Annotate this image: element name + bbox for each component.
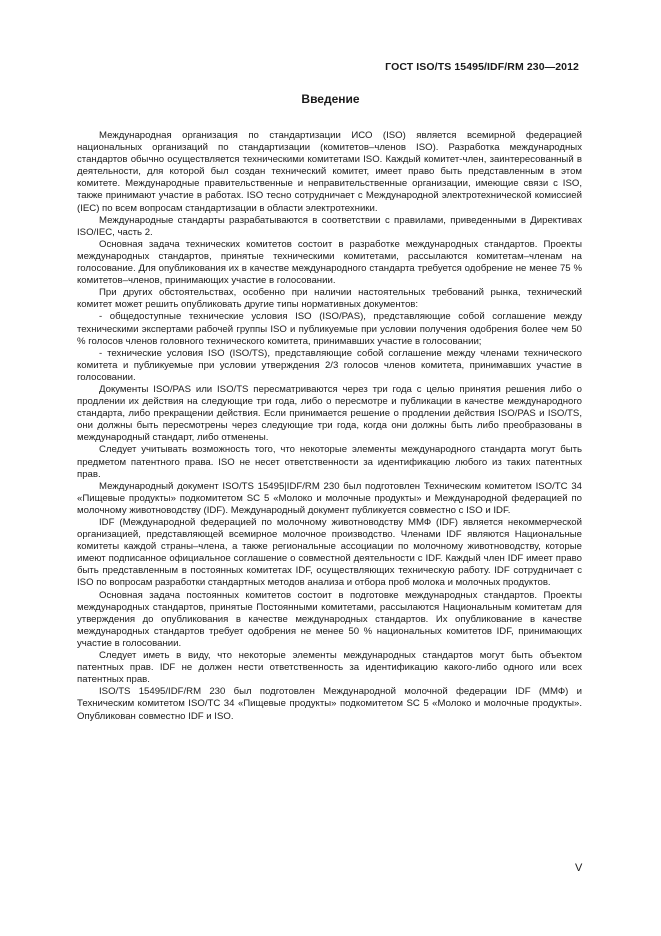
paragraph-directives: Международные стандарты разрабатываются в соответствии с правилами, приведенными в Директивах ISO/IEC, часть 2. xyxy=(77,214,582,238)
paragraph-iso-intro: Международная организация по стандартизации ИСО (ISO) является всемирной федерацией национальных организаций по стандартизации (комитетов–членов ISO). Разработка международных стандартов обычно осуществляется техническими комитетами ISO. Каждый комитет-член, заинтересованный в деятельности, для которой был создан технический комитет, имеет право быть представленным в этом комитете. Международные правительственные и неправительственные организации, имеющие связи с ISO, также принимают участие в работах. ISO тесно сотрудничает с Международной электротехнической комиссией (IEC) по всем вопросам стандартизации в области электротехники. xyxy=(77,130,582,214)
paragraph-other-docs: При других обстоятельствах, особенно при наличии настоятельных требований рынка, технический комитет может решить опубликовать другие типы нормативных документов: xyxy=(77,287,582,311)
paragraph-review: Документы ISO/PAS или ISO/TS пересматриваются через три года с целью принятия решения либо о продлении их действия на следующие три года, либо о пересмотре и публикации в качестве международного стандарта, либо прекращении действия. Если принимается решение о продлении действия ISO/PAS и ISO/TS, они должны быть пересмотрены через следующие три года, когда они должны быть либо преобразованы в международный стандарт, либо отменены. xyxy=(77,383,582,444)
document-header: ГОСТ ISO/TS 15495/IDF/RM 230—2012 xyxy=(385,61,579,73)
body-text xyxy=(77,130,582,723)
paragraph-standing-committees: Основная задача постоянных комитетов состоит в подготовке международных стандартов. Проекты международных стандартов, принятые Постоянными комитетами, рассылаются Национальным комитетам для утверждения до опубликования в качестве международных стандартов. Их опубликование в качестве международных стандартов требует одобрения не менее 50 % национальных комитетов IDF, принимающих участие в голосовании. xyxy=(77,589,582,649)
paragraph-idf: IDF (Международной федерацией по молочному животноводству ММФ (IDF) является некоммерческой организацией, представляющей всемирное молочное производство. Членами IDF являются Национальные комитеты каждой страны–члена, а также региональные ассоциации по молочному животноводству, которые имеют подписанное официальное соглашение о совместной деятельности с IDF. Каждый член IDF имеет право быть представленным в постоянных комитетах IDF, осуществляющих техническую работу. IDF сотрудничает с ISO по вопросам разработки стандартных методов анализа и отбора проб молока и молочных продуктов. xyxy=(77,517,582,589)
list-item-pas: - общедоступные технические условия ISO (ISO/PAS), представляющие собой соглашение между техническими экспертами рабочей группы ISO и публикуемые при условии получения одобрения более чем 50 % голосов членов головного технического комитета, принимавших участие в голосовании; xyxy=(77,311,582,347)
paragraph-prepared: Международный документ ISO/TS 15495|IDF/RM 230 был подготовлен Техническим комитетом ISO/TC 34 «Пищевые продукты» подкомитетом SC 5 «Молоко и молочные продукты» и Международной федерацией по молочному животноводству (IDF). Международный документ публикуется совместно с ISO и IDF. xyxy=(77,480,582,516)
page-number: V xyxy=(575,862,583,874)
paragraph-patents-idf: Следует иметь в виду, что некоторые элементы международных стандартов могут быть объектом патентных прав. IDF не должен нести ответственность за идентификацию какого-либо одного или всех патентных прав. xyxy=(77,650,582,686)
paragraph-tech-committees: Основная задача технических комитетов состоит в разработке международных стандартов. Проекты международных стандартов, принятые техническими комитетами, рассылаются комитетам–членам на голосование. Для опубликования их в качестве международного стандарта требуется одобрение не менее 75 % комитетов–членов, принимающих участие в голосовании. xyxy=(77,238,582,287)
paragraph-patents-iso: Следует учитывать возможность того, что некоторые элементы международного стандарта могут быть предметом патентного права. ISO не несет ответственности за идентификацию любого из таких патентных прав. xyxy=(77,444,582,480)
section-title: Введение xyxy=(301,92,360,106)
paragraph-published: ISO/TS 15495/IDF/RM 230 был подготовлен Международной молочной федерации IDF (ММФ) и Техническим комитетом ISO/TC 34 «Пищевые продукты» подкомитетом SC 5 «Молоко и молочные продукты». Опубликован совместно IDF и ISO. xyxy=(77,686,582,722)
list-item-ts: - технические условия ISO (ISO/TS), представляющие собой соглашение между членами технического комитета и публикуемые при условии утверждения 2/3 голосов членов комитета, принимавших участие в голосовании. xyxy=(77,347,582,383)
